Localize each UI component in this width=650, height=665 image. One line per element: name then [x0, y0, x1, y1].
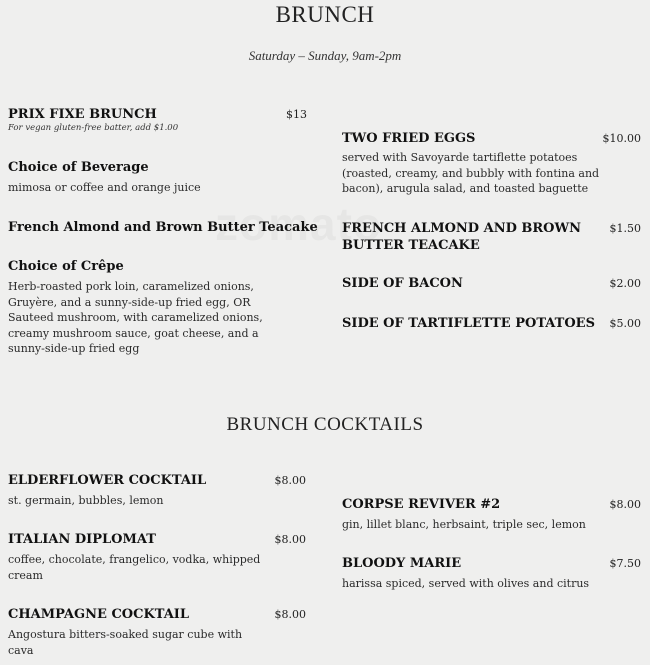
item-description — [342, 150, 612, 197]
item-description — [8, 552, 308, 583]
menu-item-teacake-side — [342, 220, 602, 254]
item-description: st. germain, bubbles, lemon — [8, 494, 164, 507]
item-description — [8, 627, 308, 658]
page-title: BRUNCH — [275, 2, 375, 27]
item-note: For vegan gluten-free batter, add $1.00 — [8, 123, 179, 133]
item-price: $13 — [286, 108, 307, 121]
item-name: CHAMPAGNE COCKTAIL — [8, 607, 190, 622]
item-name: SIDE OF BACON — [342, 276, 463, 291]
desc-line: cava — [8, 643, 34, 657]
item-description — [8, 279, 318, 357]
item-description: gin, lillet blanc, herbsaint, triple sec, lemon — [342, 518, 586, 531]
item-description: harissa spiced, served with olives and citrus — [342, 577, 590, 590]
item-name: Choice of Beverage — [8, 160, 149, 175]
item-price: $8.00 — [274, 474, 306, 487]
cocktails-heading: BRUNCH COCKTAILS — [226, 414, 424, 435]
desc-line: coffee, chocolate, frangelico, vodka, whipped — [8, 553, 261, 566]
menu-item-potatoes — [342, 315, 602, 332]
desc-line: sunny-side-up fried egg — [8, 342, 140, 356]
menu-item-teacake — [8, 219, 318, 236]
desc-line: Angostura bitters-soaked sugar cube with — [8, 628, 243, 641]
item-name: ELDERFLOWER COCKTAIL — [8, 473, 207, 488]
item-name-line: BUTTER TEACAKE — [342, 238, 480, 253]
desc-line: creamy mushroom sauce, goat cheese, and a — [8, 326, 259, 340]
desc-line: cream — [8, 568, 43, 582]
item-name-line: FRENCH ALMOND AND BROWN — [342, 221, 581, 236]
desc-line: Herb-roasted pork loin, caramelized onions, — [8, 280, 254, 293]
item-description: mimosa or coffee and orange juice — [8, 181, 201, 194]
item-name: TWO FRIED EGGS — [342, 131, 476, 146]
item-price: $5.00 — [609, 317, 641, 330]
item-name: Choice of Crêpe — [8, 259, 124, 274]
menu-item-bacon — [342, 275, 602, 292]
desc-line: bacon), arugula salad, and toasted baguette — [342, 182, 589, 196]
menu-item-beverage — [8, 159, 308, 196]
item-price: $7.50 — [609, 557, 641, 570]
item-price: $2.00 — [609, 277, 641, 290]
item-price: $8.00 — [274, 533, 306, 546]
item-name: SIDE OF TARTIFLETTE POTATOES — [342, 316, 595, 331]
menu-item-crepe — [8, 258, 318, 357]
item-name: BLOODY MARIE — [342, 556, 462, 571]
menu-item-corpse-reviver — [342, 496, 612, 533]
item-name: French Almond and Brown Butter Teacake — [8, 220, 318, 235]
item-price: $8.00 — [609, 498, 641, 511]
menu-item-fried-eggs — [342, 130, 612, 197]
item-name: CORPSE REVIVER #2 — [342, 497, 501, 512]
item-name: ITALIAN DIPLOMAT — [8, 532, 156, 547]
hours-subtitle: Saturday – Sunday, 9am-2pm — [248, 48, 402, 63]
item-price: $1.50 — [609, 222, 641, 235]
item-name: PRIX FIXE BRUNCH — [8, 107, 157, 122]
desc-line: served with Savoyarde tartiflette potatoes — [342, 151, 578, 164]
menu-item-bloody-marie — [342, 555, 612, 592]
item-price: $10.00 — [602, 132, 641, 145]
desc-line: Gruyère, and a sunny-side-up fried egg, OR — [8, 295, 251, 309]
desc-line: Sauteed mushroom, with caramelized onions, — [8, 311, 263, 325]
item-price: $8.00 — [274, 608, 306, 621]
desc-line: (roasted, creamy, and bubbly with fontina and — [342, 166, 600, 180]
